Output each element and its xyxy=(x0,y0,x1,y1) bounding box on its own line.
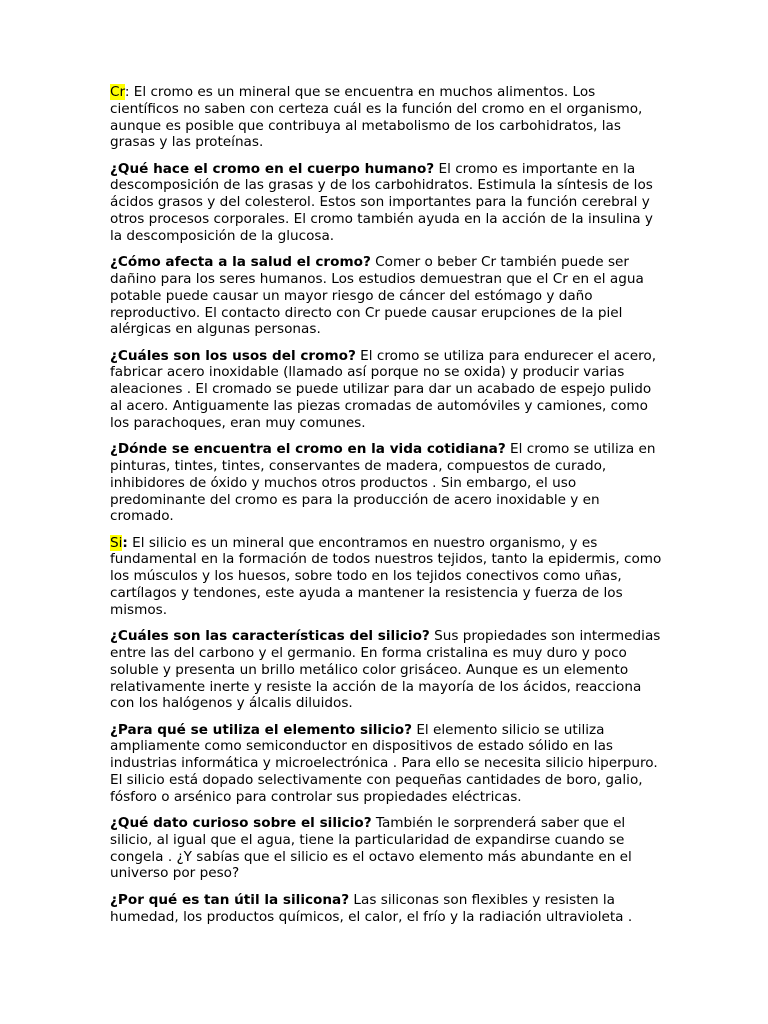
question-heading: ¿Cuáles son los usos del cromo? xyxy=(110,347,356,364)
paragraph-text: El silicio es un mineral que encontramos en nuestro organismo, y es fundamental en la formación de todos nuestros tejidos, tanto la epidermis, como los músculos y los huesos, sobre todo en los tejidos conectivos como uñas, cartílagos y tendones, este ayuda a mantener la resistencia y fuerza de los mismos. xyxy=(110,534,662,618)
document-page xyxy=(110,84,662,935)
paragraph-text: Comer o beber Cr también puede ser dañino para los seres humanos. Los estudios demuestran que el Cr en el agua potable puede causar un mayor riesgo de cáncer del estómago y daño reproductivo. El contacto directo con Cr puede causar erupciones de la piel alérgicas en algunas personas. xyxy=(110,254,644,338)
paragraph-cr-health xyxy=(110,254,662,338)
paragraph-text: El cromo es un mineral que se encuentra en muchos alimentos. Los científicos no saben con certeza cuál es la función del cromo en el organismo, aunque es posible que contribuya al metabolismo de los carbohidratos, las grasas y las proteínas. xyxy=(110,84,643,151)
question-heading: ¿Cuáles son las características del silicio? xyxy=(110,628,430,645)
question-heading: ¿Cómo afecta a la salud el cromo? xyxy=(110,254,371,271)
separator: : xyxy=(124,84,130,100)
paragraph-cr-uses xyxy=(110,348,662,432)
paragraph-text: El elemento silicio se utiliza ampliamente como semiconductor en dispositivos de estado sólido en las industrias informática y microelectrónica . Para ello se necesita silicio hiperpuro. El silicio está dopado selectivamente con pequeñas cantidades de boro, galio, fósforo o arsénico para controlar sus propiedades eléctricas. xyxy=(110,721,658,805)
paragraph-cr-intro xyxy=(110,84,662,151)
paragraph-si-characteristics xyxy=(110,628,662,712)
element-symbol-highlight: Si xyxy=(110,534,123,551)
paragraph-text: También le sorprenderá saber que el silicio, al igual que el agua, tiene la particularidad de expandirse cuando se congela . ¿Y sabías que el silicio es el octavo elemento más abundante en el universo por peso? xyxy=(110,815,632,882)
paragraph-text: Las siliconas son flexibles y resisten la humedad, los productos químicos, el calor, el frío y la radiación ultravioleta . xyxy=(110,891,633,925)
question-heading: ¿Por qué es tan útil la silicona? xyxy=(110,891,350,908)
paragraph-silicone-usefulness xyxy=(110,892,662,926)
paragraph-text: El cromo se utiliza en pinturas, tintes, tintes, conservantes de madera, compuestos de curado, inhibidores de óxido y muchos otros productos . Sin embargo, el uso predominante del cromo es para la producción de acero inoxidable y en cromado. xyxy=(110,441,656,525)
paragraph-cr-daily-life xyxy=(110,441,662,525)
paragraph-cr-function xyxy=(110,161,662,245)
paragraph-text: El cromo es importante en la descomposición de las grasas y de los carbohidratos. Estimula la síntesis de los ácidos grasos y del colesterol. Estos son importantes para la función cerebral y otros procesos corporales. El cromo también ayuda en la acción de la insulina y la descomposición de la glucosa. xyxy=(110,160,653,244)
paragraph-si-uses xyxy=(110,722,662,806)
question-heading: ¿Qué hace el cromo en el cuerpo humano? xyxy=(110,160,435,177)
element-symbol-highlight: Cr xyxy=(110,84,125,100)
separator: : xyxy=(122,534,128,551)
paragraph-si-fun-fact xyxy=(110,815,662,882)
question-heading: ¿Dónde se encuentra el cromo en la vida cotidiana? xyxy=(110,441,506,458)
paragraph-text: El cromo se utiliza para endurecer el acero, fabricar acero inoxidable (llamado así porque no se oxida) y producir varias aleaciones . El cromado se puede utilizar para dar un acabado de espejo pulido al acero. Antiguamente las piezas cromadas de automóviles y camiones, como los parachoques, eran muy comunes. xyxy=(110,347,657,431)
paragraph-si-intro xyxy=(110,535,662,619)
paragraph-text: Sus propiedades son intermedias entre las del carbono y el germanio. En forma cristalina es muy duro y poco soluble y presenta un brillo metálico color grisáceo. Aunque es un elemento relativamente inerte y resiste la acción de la mayoría de los ácidos, reacciona con los halógenos y álcalis diluidos. xyxy=(110,628,661,712)
question-heading: ¿Qué dato curioso sobre el silicio? xyxy=(110,815,372,832)
question-heading: ¿Para qué se utiliza el elemento silicio? xyxy=(110,721,412,738)
